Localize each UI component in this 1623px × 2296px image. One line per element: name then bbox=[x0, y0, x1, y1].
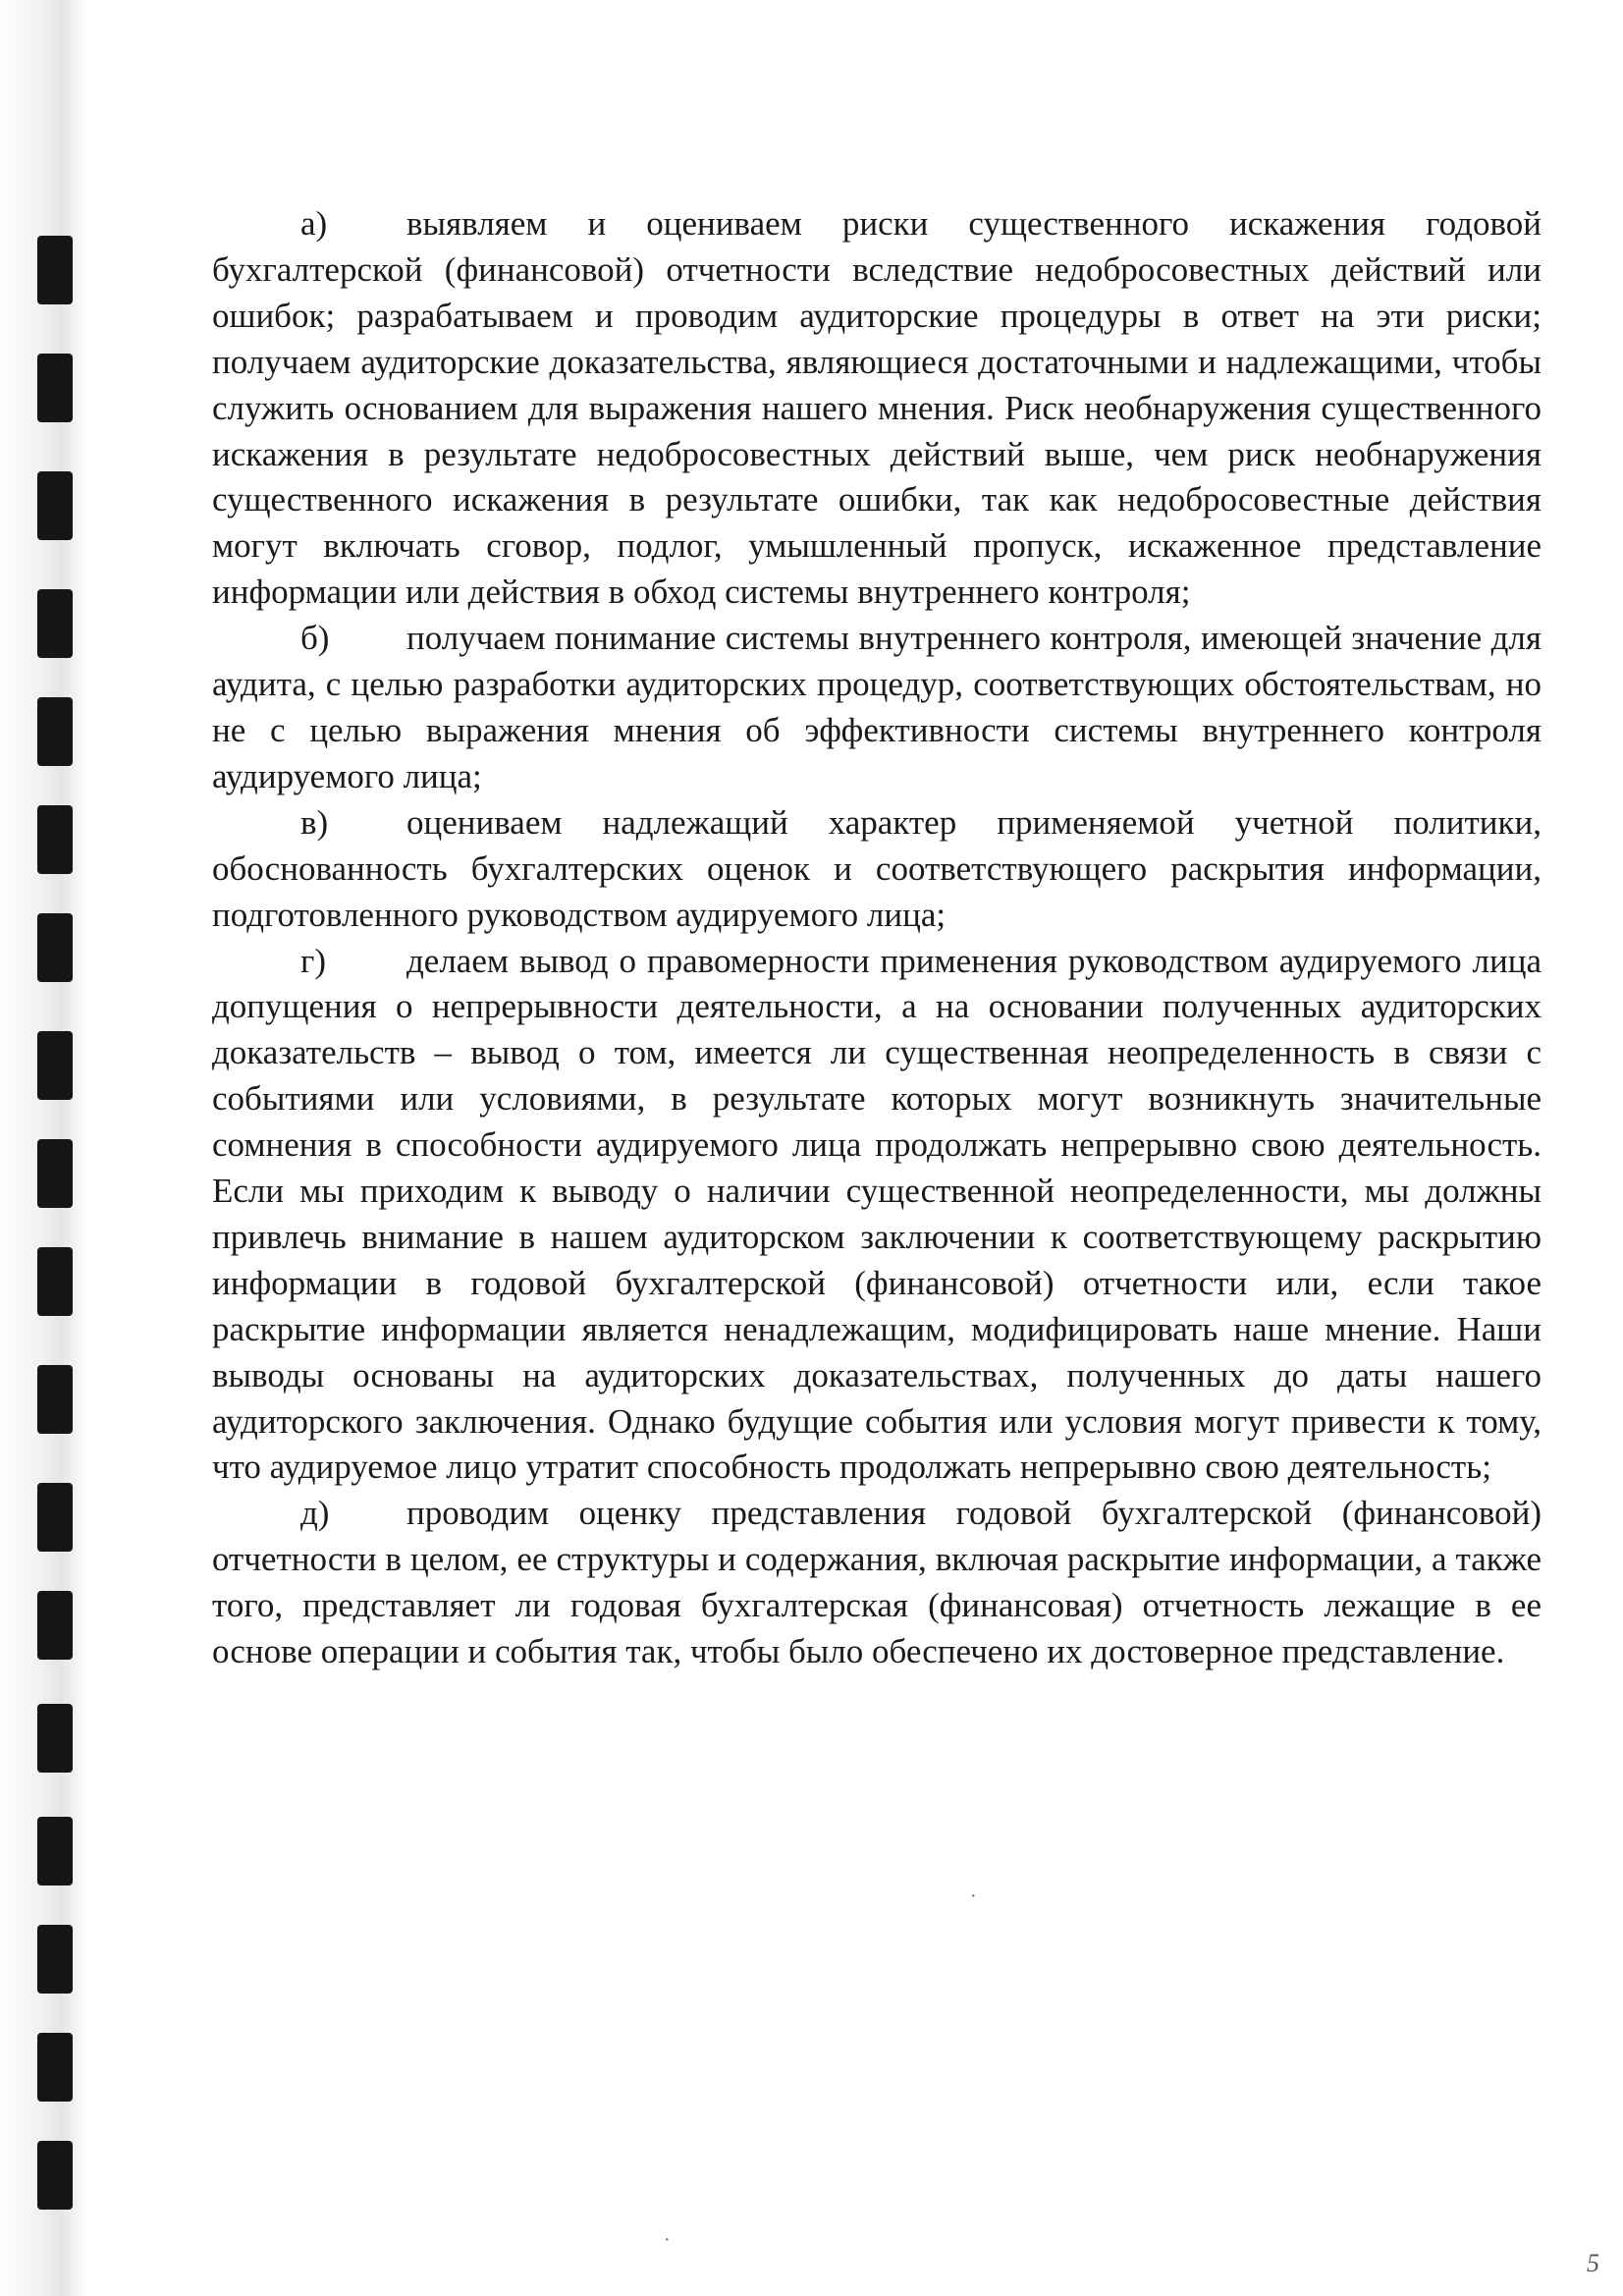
paragraph-text: оцениваем надлежащий характер применяемой учетной политики, обоснованность бухгалтерских оценок и соответствующего раскрытия информации, подготовленного руководством аудируемого лица; bbox=[212, 802, 1542, 934]
list-marker: б) bbox=[300, 619, 330, 658]
list-item bbox=[212, 1491, 1542, 1675]
list-marker: а) bbox=[300, 204, 328, 243]
list-marker: д) bbox=[300, 1494, 330, 1533]
binding-hole bbox=[37, 913, 73, 982]
binding-hole bbox=[37, 1365, 73, 1434]
paragraph-text: делаем вывод о правомерности применения руководством аудируемого лица допущения о непрерывности деятельности, а на основании полученных аудиторских доказательств – вывод о том, имеется ли существенная неопределенность в связи с событиями или условиями, в результате которых могут возникнуть значительные сомнения в способности аудируемого лица продолжать непрерывно свою деятельность. Если мы приходим к выводу о наличии существенной неопределенности, мы должны привлечь внимание в нашем аудиторском заключении к соответствующему раскрытию информации в годовой бухгалтерской (финансовой) отчетности или, если такое раскрытие информации является ненадлежащим, модифицировать наше мнение. Наши выводы основаны на аудиторских доказательствах, полученных до даты нашего аудиторского заключения. Однако будущие события или условия могут привести к тому, что аудируемое лицо утратит способность продолжать непрерывно свою деятельность; bbox=[212, 941, 1542, 1487]
document-body bbox=[212, 201, 1542, 1675]
paragraph-text: получаем понимание системы внутреннего контроля, имеющей значение для аудита, с целью разработки аудиторских процедур, соответствующих обстоятельствам, но не с целью выражения мнения об эффективности системы внутреннего контроля аудируемого лица; bbox=[212, 619, 1542, 795]
binding-hole bbox=[37, 1591, 73, 1660]
binding-hole bbox=[37, 2033, 73, 2102]
binding-hole bbox=[37, 1247, 73, 1316]
paragraph-text: выявляем и оцениваем риски существенного искажения годовой бухгалтерской (финансовой) отчетности вследствие недобросовестных действий или ошибок; разрабатываем и проводим аудиторские процедуры в ответ на эти риски; получаем аудиторские доказательства, являющиеся достаточными и надлежащими, чтобы служить основанием для выражения нашего мнения. Риск необнаружения существенного искажения в результате недобросовестных действий выше, чем риск необнаружения существенного искажения в результате ошибки, так как недобросовестные действия могут включать сговор, подлог, умышленный пропуск, искаженное представление информации или действия в обход системы внутреннего контроля; bbox=[212, 204, 1542, 612]
list-marker: в) bbox=[300, 802, 329, 842]
binding-hole bbox=[37, 354, 73, 422]
binding-hole bbox=[37, 236, 73, 304]
binding-hole bbox=[37, 1704, 73, 1773]
scan-speck: · bbox=[970, 1886, 977, 1907]
binding-hole bbox=[37, 697, 73, 766]
paragraph-text: проводим оценку представления годовой бухгалтерской (финансовой) отчетности в целом, ее структуры и содержания, включая раскрытие информации, а также того, представляет ли годовая бухгалтерская (финансовая) отчетность лежащие в ее основе операции и события так, чтобы было обеспечено их достоверное представление. bbox=[212, 1494, 1542, 1671]
list-item bbox=[212, 201, 1542, 616]
binding-hole bbox=[37, 589, 73, 658]
list-item bbox=[212, 800, 1542, 939]
list-item bbox=[212, 616, 1542, 800]
binding-hole bbox=[37, 1817, 73, 1886]
binding-hole bbox=[37, 2141, 73, 2210]
scan-speck: · bbox=[664, 2229, 671, 2251]
list-marker: г) bbox=[300, 941, 327, 980]
page-number: 5 bbox=[1587, 2249, 1599, 2277]
binding-hole bbox=[37, 1139, 73, 1208]
binding-hole bbox=[37, 805, 73, 874]
binding-strip bbox=[0, 0, 88, 2296]
binding-hole bbox=[37, 1031, 73, 1100]
binding-hole bbox=[37, 1925, 73, 1994]
binding-hole bbox=[37, 471, 73, 540]
binding-hole bbox=[37, 1483, 73, 1552]
list-item bbox=[212, 939, 1542, 1492]
